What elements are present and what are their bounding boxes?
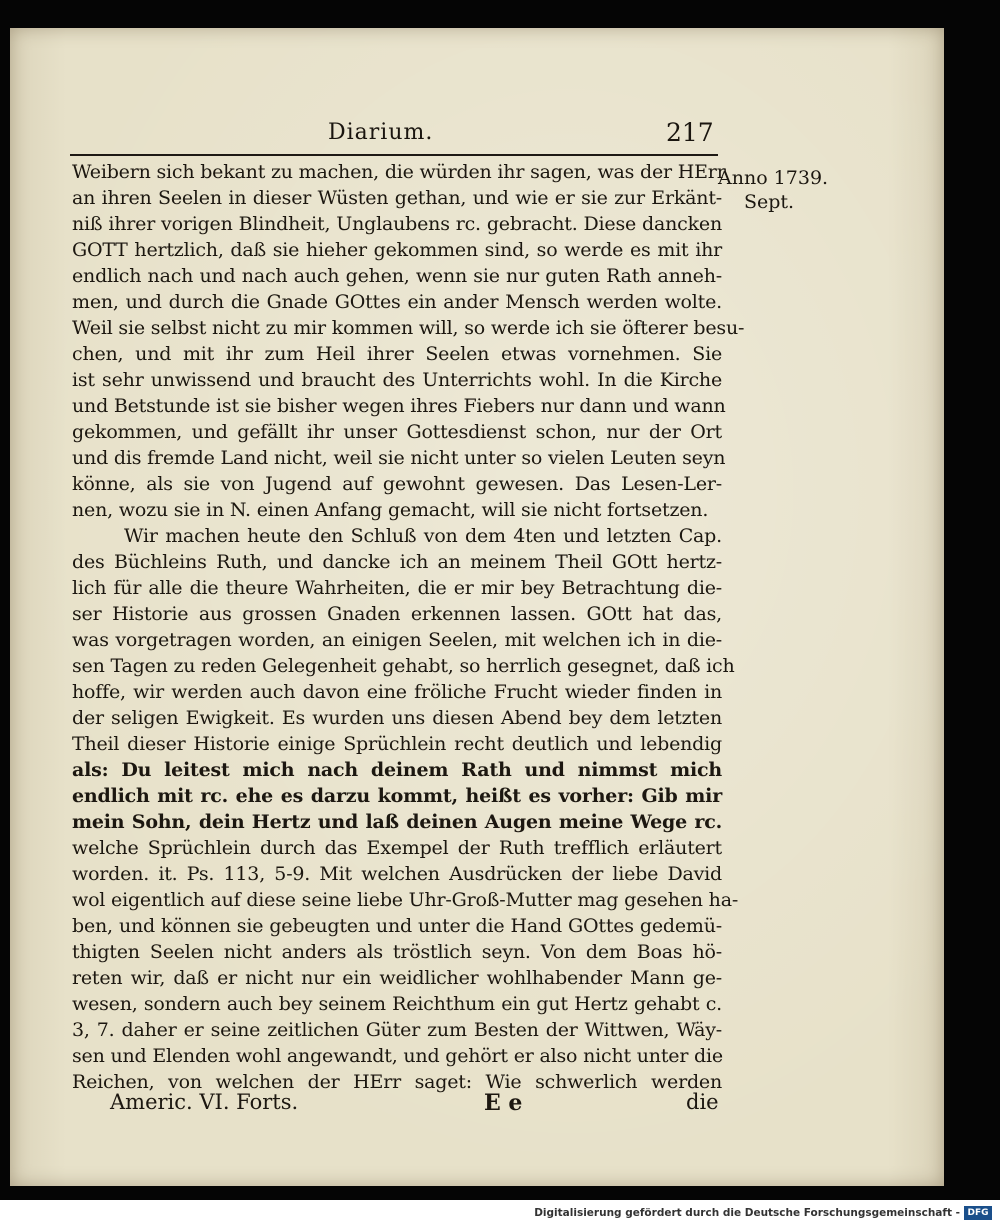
emphasized-line: als: Du leitest mich nach deinem Rath und nimmst mich — [72, 759, 722, 781]
text-line: wol eigentlich auf diese seine liebe Uhr-Groß-Mutter mag gesehen ha- — [72, 889, 739, 911]
emphasized-line: mein Sohn, dein Hertz und laß deinen Augen meine Wege rc. — [72, 811, 722, 833]
text-line: der seligen Ewigkeit. Es wurden uns diesen Abend bey dem letzten — [72, 707, 722, 729]
text-line: Reichen, von welchen der HErr saget: Wie schwerlich werden — [72, 1071, 722, 1093]
book-page — [10, 28, 944, 1186]
text-line: was vorgetragen worden, an einigen Seelen, mit welchen ich in die- — [72, 629, 722, 651]
emphasized-line: endlich mit rc. ehe es darzu kommt, heißt es vorher: Gib mir — [72, 785, 722, 807]
text-line: thigten Seelen nicht anders als tröstlich seyn. Von dem Boas hö- — [72, 941, 722, 963]
dfg-logo-icon: DFG — [964, 1206, 992, 1220]
volume-signature: Americ. VI. Forts. — [110, 1090, 299, 1114]
text-line: niß ihrer vorigen Blindheit, Unglaubens rc. gebracht. Diese dancken — [72, 213, 722, 235]
text-line: reten wir, daß er nicht nur ein weidlicher wohlhabender Mann ge- — [72, 967, 722, 989]
header-rule — [70, 154, 718, 156]
text-line: gekommen, und gefällt ihr unser Gottesdienst schon, nur der Ort — [72, 421, 722, 443]
text-line: lich für alle die theure Wahrheiten, die er mir bey Betrachtung die- — [72, 577, 722, 599]
text-line: worden. it. Ps. 113, 5-9. Mit welchen Ausdrücken der liebe David — [72, 863, 722, 885]
text-line: hoffe, wir werden auch davon eine fröliche Frucht wieder finden in — [72, 681, 722, 703]
text-line: Theil dieser Historie einige Sprüchlein recht deutlich und lebendig — [72, 733, 722, 755]
text-line: chen, und mit ihr zum Heil ihrer Seelen etwas vornehmen. Sie — [72, 343, 722, 365]
text-line: sen und Elenden wohl angewandt, und gehört er also nicht unter die — [72, 1045, 723, 1067]
margin-year: Anno 1739. — [718, 167, 829, 189]
text-line: sen Tagen zu reden Gelegenheit gehabt, so herrlich gesegnet, daß ich — [72, 655, 735, 677]
text-line: an ihren Seelen in dieser Wüsten gethan, und wie er sie zur Erkänt- — [72, 187, 722, 209]
text-line: des Büchleins Ruth, und dancke ich an meinem Theil GOtt hertz- — [72, 551, 722, 573]
paragraph-start-line: Wir machen heute den Schluß von dem 4ten und letzten Cap. — [124, 525, 722, 547]
text-line: men, und durch die Gnade GOttes ein ander Mensch werden wolte. — [72, 291, 722, 313]
text-line: und dis fremde Land nicht, weil sie nicht unter so vielen Leuten seyn — [72, 447, 726, 469]
text-line: könne, als sie von Jugend auf gewohnt gewesen. Das Lesen-Ler- — [72, 473, 722, 495]
text-line: 3, 7. daher er seine zeitlichen Güter zum Besten der Wittwen, Wäy- — [72, 1019, 722, 1041]
body-text — [72, 159, 745, 1095]
text-line: und Betstunde ist sie bisher wegen ihres Fiebers nur dann und wann — [72, 395, 726, 417]
text-line: ben, und können sie gebeugten und unter die Hand GOttes gedemü- — [72, 915, 722, 937]
margin-month: Sept. — [744, 191, 795, 213]
text-line: Weibern sich bekant zu machen, die würden ihr sagen, was der HErr — [72, 161, 726, 183]
printer-signature-mark: E e — [484, 1090, 523, 1116]
text-line: wesen, sondern auch bey seinem Reichthum ein gut Hertz gehabt c. — [72, 993, 722, 1015]
running-head: Diarium. — [328, 120, 434, 145]
text-line: ist sehr unwissend und braucht des Unterrichts wohl. In die Kirche — [72, 369, 722, 391]
margin-note — [718, 166, 838, 214]
text-line: welche Sprüchlein durch das Exempel der Ruth trefflich erläutert — [72, 837, 722, 859]
funding-credit: Digitalisierung gefördert durch die Deutsche Forschungsgemeinschaft - — [534, 1207, 960, 1219]
text-line: ser Historie aus grossen Gnaden erkennen lassen. GOtt hat das, — [72, 603, 722, 625]
text-line: GOTT hertzlich, daß sie hieher gekommen sind, so werde es mit ihr — [72, 239, 722, 261]
text-line: nen, wozu sie in N. einen Anfang gemacht, will sie nicht fortsetzen. — [72, 499, 709, 521]
catchword: die — [686, 1090, 719, 1114]
page-number: 217 — [666, 118, 714, 147]
text-line: endlich nach und nach auch gehen, wenn sie nur guten Rath anneh- — [72, 265, 722, 287]
credit-bar — [0, 1200, 1000, 1226]
text-line: Weil sie selbst nicht zu mir kommen will, so werde ich sie öfterer besu- — [72, 317, 745, 339]
